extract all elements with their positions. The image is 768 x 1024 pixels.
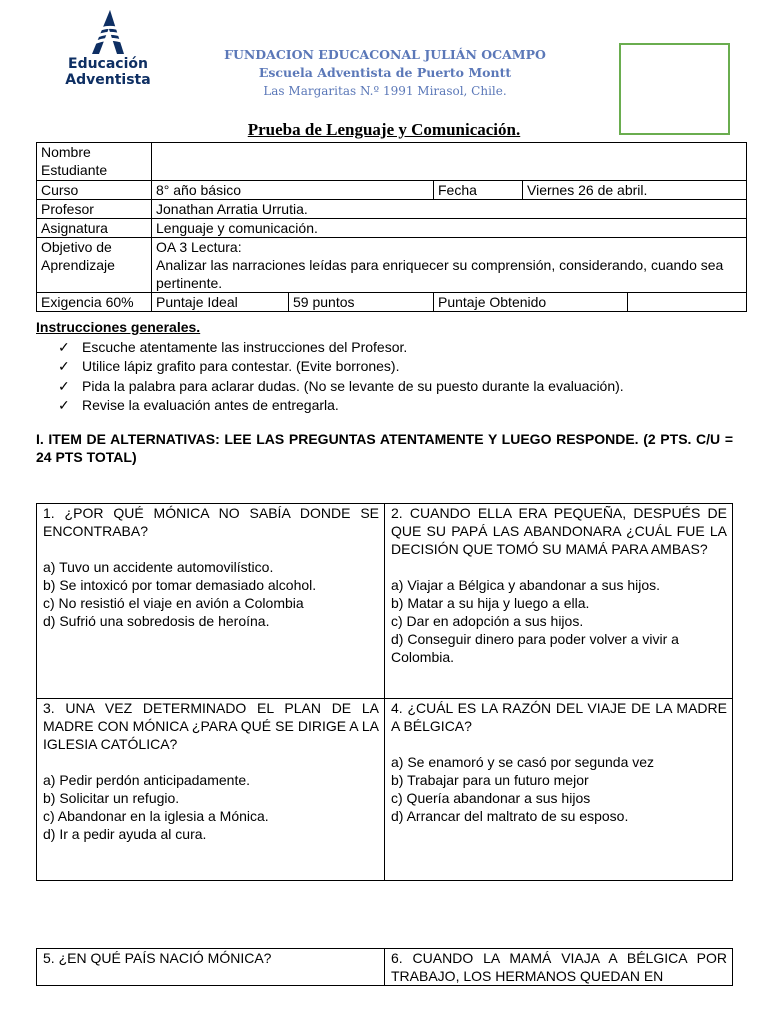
general-instructions [36, 318, 747, 416]
checkmark-icon: ✓ [58, 397, 70, 413]
question-cell-4 [385, 699, 733, 881]
section-title: I. ITEM DE ALTERNATIVAS: LEE LAS PREGUNTAS ATENTAMENTE Y LUEGO RESPONDE. (2 PTS. C/U = 24 PTS TOTAL) [36, 431, 733, 465]
option-c[interactable]: c) Abandonar en la iglesia a Mónica. [43, 808, 269, 824]
question-text: 4. ¿CUÁL ES LA RAZÓN DEL VIAJE DE LA MADRE A BÉLGICA? [391, 700, 727, 734]
option-d[interactable]: d) Arrancar del maltrato de su esposo. [391, 808, 629, 824]
institution-name: FUNDACION EDUCACONAL JULIÁN OCAMPO [224, 47, 546, 62]
instruction-item: ✓ Utilice lápiz grafito para contestar. (Evite borrones). [56, 357, 747, 377]
option-d[interactable]: d) Conseguir dinero para poder volver a vivir a Colombia. [391, 631, 679, 665]
school-name: Escuela Adventista de Puerto Montt [258, 65, 512, 80]
option-d[interactable]: d) Ir a pedir ayuda al cura. [43, 826, 207, 842]
nombre-field[interactable] [152, 143, 747, 181]
question-cell-3 [37, 699, 385, 881]
curso-label: Curso [37, 181, 152, 200]
option-a[interactable]: a) Se enamoró y se casó por segunda vez [391, 754, 655, 770]
instruction-item: ✓ Pida la palabra para aclarar dudas. (No se levante de su puesto durante la evaluación). [56, 377, 747, 397]
option-b[interactable]: b) Trabajar para un futuro mejor [391, 772, 589, 788]
option-a[interactable]: a) Pedir perdón anticipadamente. [43, 772, 251, 788]
fecha-label: Fecha [434, 181, 523, 200]
nombre-label: Nombre Estudiante [37, 143, 152, 181]
checkmark-icon: ✓ [58, 377, 70, 394]
logo-line-2: Adventista [65, 72, 151, 88]
objetivo-text: Analizar las narraciones leídas para enriquecer su comprensión, considerando, cuando sea pertinente. [156, 257, 724, 291]
question-text: 2. CUANDO ELLA ERA PEQUEÑA, DESPUÉS DE QUE SU PAPÁ LAS ABANDONARA ¿CUÁL FUE LA DECISIÓN QUE TOMÓ SU MAMÁ PARA AMBAS? [391, 505, 727, 557]
puntaje-ideal-label: Puntaje Ideal [152, 293, 289, 312]
student-info-table [36, 142, 747, 312]
option-c[interactable]: c) Quería abandonar a sus hijos [391, 790, 591, 806]
exigencia: Exigencia 60% [37, 293, 152, 312]
profesor-value: Jonathan Arratia Urrutia. [152, 200, 747, 219]
asignatura-label: Asignatura [37, 219, 152, 238]
document-title: Prueba de Lenguaje y Comunicación. [247, 120, 521, 139]
checkmark-icon: ✓ [58, 338, 70, 355]
instruction-item: ✓ Revise la evaluación antes de entregarla. [56, 396, 747, 416]
option-b[interactable]: b) Solicitar un refugio. [43, 790, 180, 806]
objetivo-code: OA 3 Lectura: [156, 239, 242, 255]
checkmark-icon: ✓ [58, 358, 70, 374]
profesor-label: Profesor [37, 200, 152, 219]
question-text: 3. UNA VEZ DETERMINADO EL PLAN DE LA MADRE CON MÓNICA ¿PARA QUÉ SE DIRIGE A LA IGLESIA CATÓLICA? [43, 700, 379, 752]
options-list [391, 753, 727, 825]
question-cell-2 [385, 504, 733, 699]
objetivo-cell [152, 238, 747, 293]
asignatura-value: Lenguaje y comunicación. [152, 219, 747, 238]
question-text: 1. ¿POR QUÉ MÓNICA NO SABÍA DONDE SE ENCONTRABA? [43, 505, 379, 539]
questions-table-1 [36, 503, 733, 881]
option-c[interactable]: c) No resistió el viaje en avión a Colombia [43, 595, 304, 611]
question-cell-1 [37, 504, 385, 699]
fecha-value: Viernes 26 de abril. [523, 181, 747, 200]
institution-header [190, 46, 580, 100]
option-d[interactable]: d) Sufrió una sobredosis de heroína. [43, 613, 270, 629]
option-a[interactable]: a) Viajar a Bélgica y abandonar a sus hijos. [391, 577, 661, 593]
puntaje-obtenido-field[interactable] [628, 293, 747, 312]
school-logo [58, 10, 158, 88]
instructions-list [36, 338, 747, 416]
question-text: 6. CUANDO LA MAMÁ VIAJA A BÉLGICA POR TRABAJO, LOS HERMANOS QUEDAN EN [391, 950, 727, 984]
options-list [391, 576, 727, 666]
options-list [43, 771, 379, 843]
option-a[interactable]: a) Tuvo un accidente automovilístico. [43, 559, 274, 575]
question-cell-5 [37, 949, 385, 986]
option-b[interactable]: b) Se intoxicó por tomar demasiado alcohol. [43, 577, 317, 593]
instruction-item: ✓ Escuche atentamente las instrucciones del Profesor. [56, 338, 747, 358]
instructions-heading: Instrucciones generales. [36, 319, 201, 335]
logo-line-1: Educación [68, 56, 148, 72]
school-address: Las Margaritas N.º 1991 Mirasol, Chile. [263, 84, 507, 98]
question-cell-6 [385, 949, 733, 986]
options-list [43, 558, 379, 630]
puntaje-obtenido-label: Puntaje Obtenido [434, 293, 628, 312]
objetivo-label: Objetivo de Aprendizaje [37, 238, 152, 293]
curso-value: 8° año básico [152, 181, 434, 200]
option-b[interactable]: b) Matar a su hija y luego a ella. [391, 595, 590, 611]
puntaje-ideal-value: 59 puntos [289, 293, 434, 312]
question-text: 5. ¿EN QUÉ PAÍS NACIÓ MÓNICA? [43, 950, 272, 966]
option-c[interactable]: c) Dar en adopción a sus hijos. [391, 613, 584, 629]
adventist-logo-icon [88, 10, 128, 54]
questions-table-2 [36, 948, 733, 986]
